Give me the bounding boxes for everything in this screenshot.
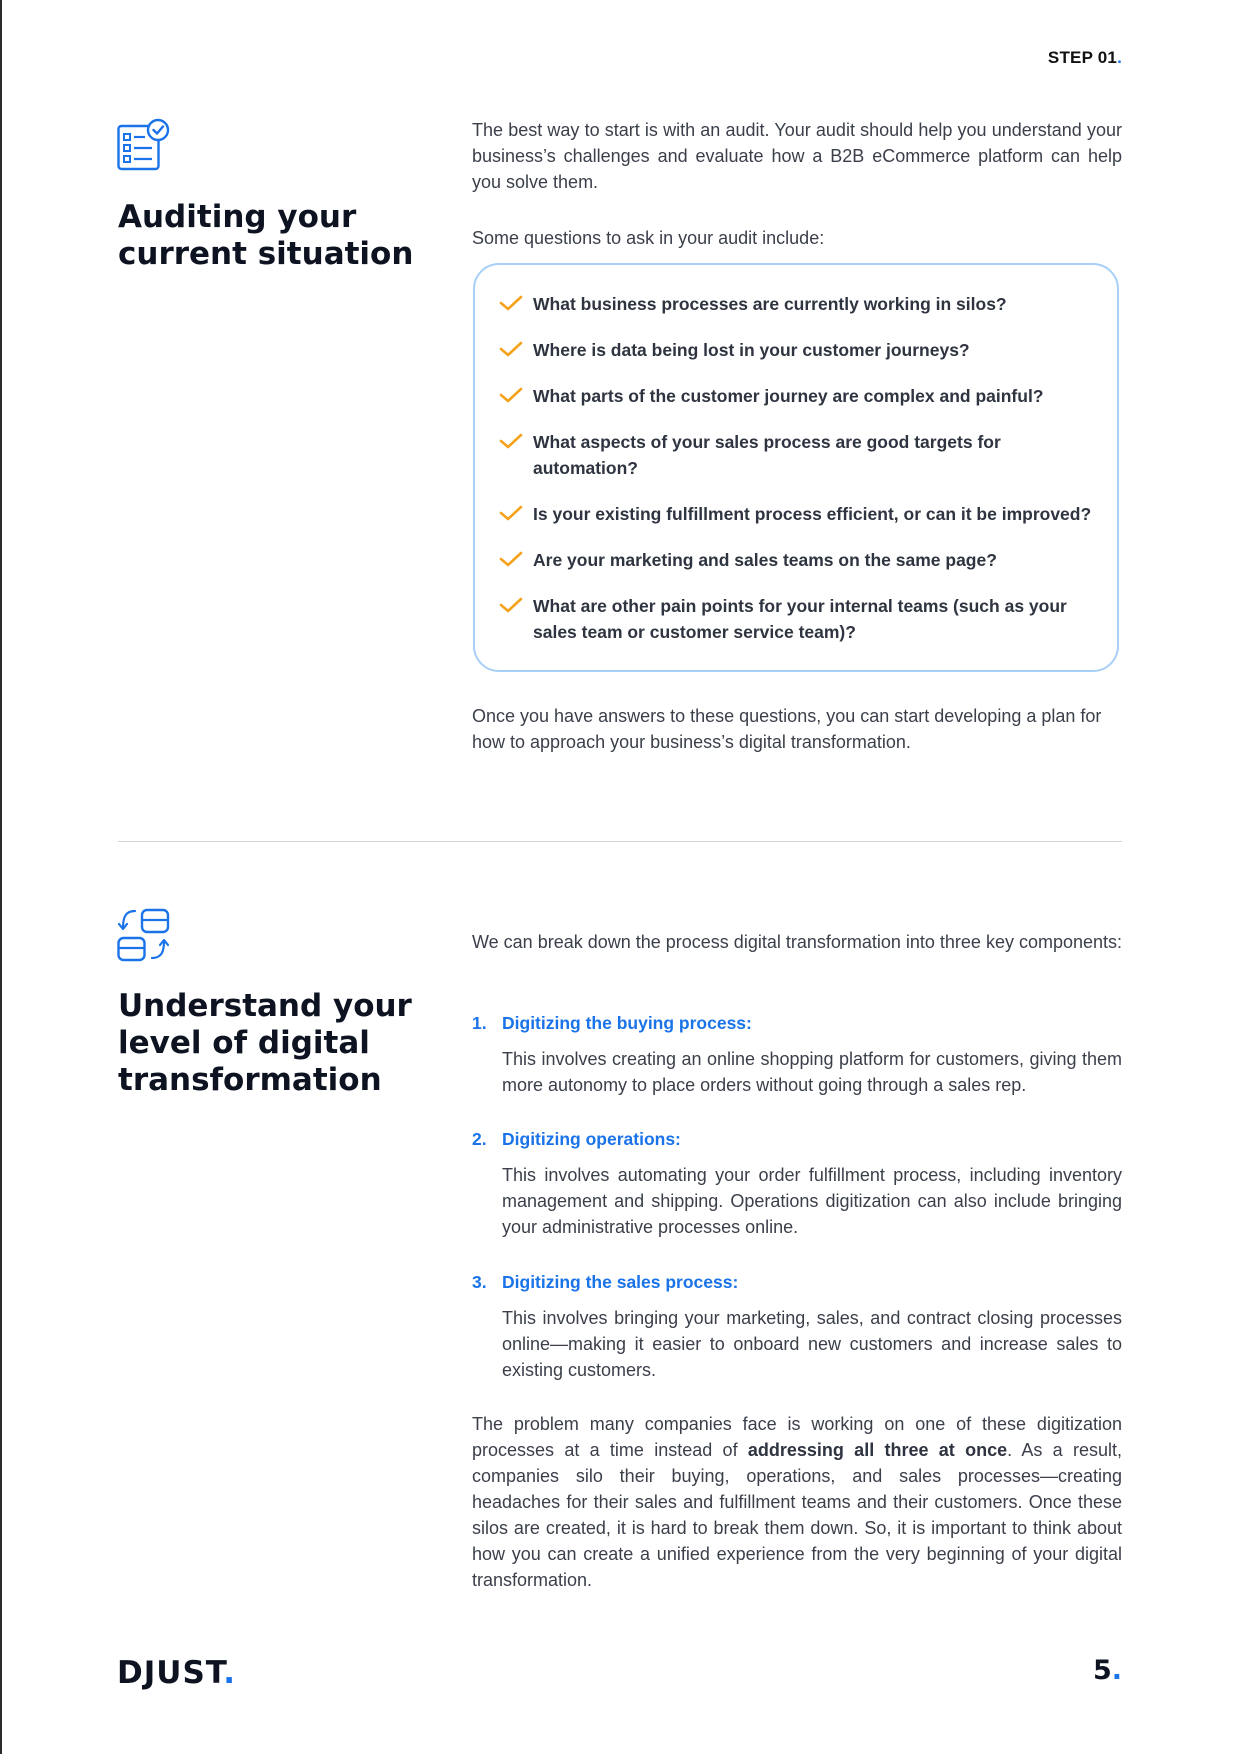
section2-intro: We can break down the process digital transformation into three key components: [472,932,1123,952]
checkmark-icon [499,550,523,568]
checkmark-icon [499,432,523,450]
question-list [499,291,1097,645]
checkmark-icon [499,386,523,404]
component-2-body: This involves automating your order fulfillment process, including inventory management and shipping. Operations digitization can also include bringing your administrative processes online. [502,1165,1122,1237]
checkmark-icon [499,596,523,614]
page-number: 5. [1092,1655,1122,1686]
audit-question: Is your existing fulfillment process efficient, or can it be improved? [499,501,1097,527]
section1-heading: Auditing your current situation [118,199,414,272]
audit-question: What business processes are currently working in silos? [499,291,1097,317]
questions-lead: Some questions to ask in your audit include: [472,228,825,248]
page-left-edge [0,0,2,1754]
checkmark-icon [499,504,523,522]
checklist-icon [117,118,171,172]
step-label: STEP 01. [1047,48,1122,67]
djust-logo: DJUST. [117,1655,236,1691]
component-1-body: This involves creating an online shopping platform for customers, giving them more autonomy to place orders without going through a sales rep. [502,1049,1122,1095]
audit-question: What aspects of your sales process are good targets for automation? [499,429,1097,481]
checkmark-icon [499,294,523,312]
component-3-body: This involves bringing your marketing, sales, and contract closing processes online—making it easier to onboard new customers and increase sales to existing customers. [502,1308,1122,1380]
audit-question: Where is data being lost in your customer journeys? [499,337,1097,363]
section1-intro: The best way to start is with an audit. Your audit should help you understand your business’s challenges and evaluate how a B2B eCommerce platform can help you solve them. [472,120,1122,192]
audit-question: What parts of the customer journey are complex and painful? [499,383,1097,409]
section1-outro: Once you have answers to these questions, you can start developing a plan for how to approach your business’s digital transformation. [472,706,1102,752]
component-3-title: 3. Digitizing the sales process: [472,1272,739,1292]
component-2-title: 2. Digitizing operations: [472,1129,681,1149]
transform-arrows-icon [117,908,171,962]
checkmark-icon [499,340,523,358]
audit-question: What are other pain points for your internal teams (such as your sales team or customer service team)? [499,593,1097,645]
conclusion-emphasis: addressing all three at once [747,1440,1008,1460]
section2-conclusion: The problem many companies face is working on one of these digitization processes at a time instead of addressing all three at once. As a result, companies silo their buying, operations, and sales processes—creating headaches for their sales and fulfillment teams and their customers. Once these silos are created, it is hard to break them down. So, it is important to think about how you can create a unified experience from the very beginning of your digital transformation. [472,1414,1123,1590]
audit-questions-box [473,263,1119,672]
audit-question: Are your marketing and sales teams on the same page? [499,547,1097,573]
component-1-title: 1. Digitizing the buying process: [472,1013,752,1033]
section-divider [118,841,1122,842]
section2-heading: Understand your level of digital transformation [118,988,412,1098]
